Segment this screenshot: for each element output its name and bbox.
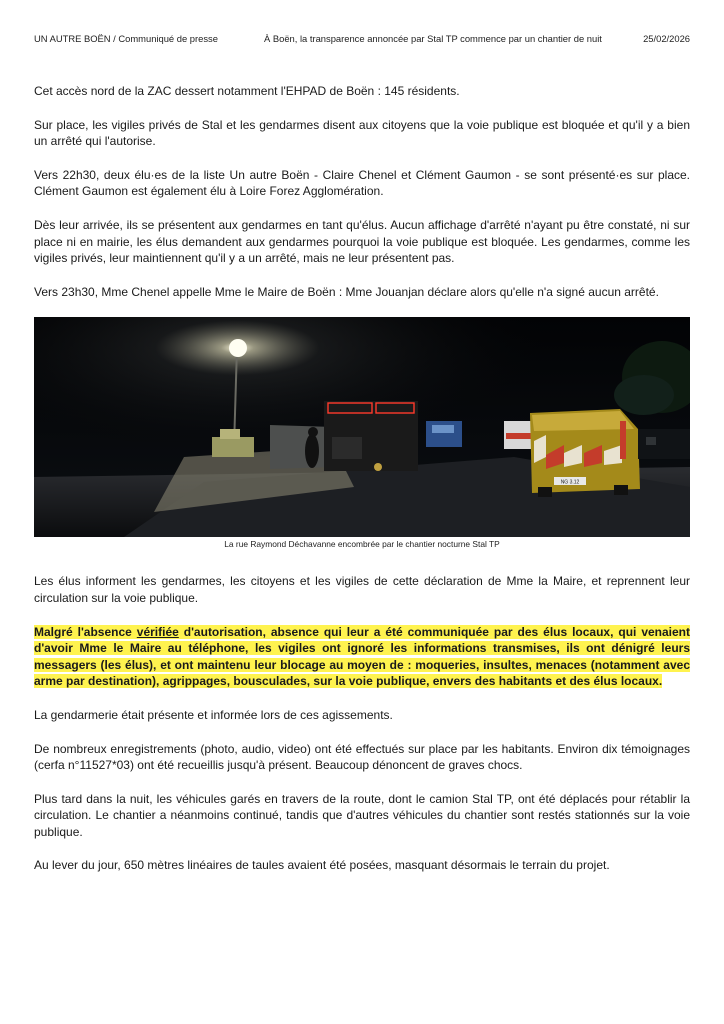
- highlighted-paragraph: [34, 624, 690, 690]
- paragraph: La gendarmerie était présente et informée lors de ces agissements.: [34, 707, 393, 722]
- header-date: 25/02/2026: [643, 33, 690, 44]
- page-header: [34, 33, 690, 47]
- highlighted-text: Malgré l'absence vérifiée d'autorisation, absence qui leur a été communiquée par des élus locaux, qui venaient d'avoir Mme le Maire au téléphone, les vigiles ont ignoré les informations transmises, ils ont dénigré leurs messagers (les élus), et ont maintenu leur blocage au moyen de : moqueries, insultes, menaces (notamment avec arme par destination), agrippages, bousculades, sur la voie publique, envers des habitants et des élus locaux.: [34, 624, 690, 689]
- article-body: [34, 83, 690, 891]
- paragraph: Les élus informent les gendarmes, les citoyens et les vigiles de cette déclaration de Mme la Maire, et reprennent leur circulation sur la voie publique.: [34, 574, 690, 605]
- paragraph: Plus tard dans la nuit, les véhicules garés en travers de la route, dont le camion Stal TP, ont été déplacés pour rétablir la circulation. Le chantier a néanmoins continué, tandis que d'autres véhicules du chantier sont restés stationnés sur la voie publique.: [34, 791, 690, 839]
- header-publisher: UN AUTRE BOËN / Communiqué de presse: [34, 33, 218, 44]
- night-worksite-figure: [34, 317, 690, 549]
- paragraph: De nombreux enregistrements (photo, audio, video) ont été effectués sur place par les habitants. Environ dix témoignages (cerfa n°11527*03) ont été recueillis jusqu'à présent. Beaucoup dénoncent de graves chocs.: [34, 741, 690, 773]
- paragraph: Cet accès nord de la ZAC dessert notamment l'EHPAD de Boën : 145 résidents.: [34, 84, 460, 98]
- license-plate: NG 3.12: [560, 479, 580, 486]
- underlined-word: vérifiée: [136, 624, 179, 639]
- header-title: À Boën, la transparence annoncée par Stal TP commence par un chantier de nuit: [264, 33, 602, 44]
- paragraph: Vers 23h30, Mme Chenel appelle Mme le Maire de Boën : Mme Jouanjan déclare alors qu'elle n'a signé aucun arrêté.: [34, 284, 659, 299]
- paragraph: Dès leur arrivée, ils se présentent aux gendarmes en tant qu'élus. Aucun affichage d'arrêté n'ayant pu être constaté, ni sur place ni en mairie, les élus demandent aux gendarmes pourquoi la voie publique est bloquée. Les gendarmes, comme les vigiles privés, leur maintiennent qu'il y a un arrêté, mais ne leur présentent pas.: [34, 217, 690, 266]
- figure-caption: La rue Raymond Déchavanne encombrée par le chantier nocturne Stal TP: [224, 539, 500, 550]
- paragraph: Vers 22h30, deux élu·es de la liste Un autre Boën - Claire Chenel et Clément Gaumon - se sont présenté·es sur place. Clément Gaumon est également élu à Loire Forez Agglomération.: [34, 167, 690, 199]
- paragraph: Sur place, les vigiles privés de Stal et les gendarmes disent aux citoyens que la voie publique est bloquée et qu'il y a bien un arrêté qui l'autorise.: [34, 117, 690, 149]
- paragraph: Au lever du jour, 650 mètres linéaires de taules avaient été posées, masquant désormais le terrain du projet.: [34, 858, 610, 873]
- night-worksite-photo: [34, 317, 690, 537]
